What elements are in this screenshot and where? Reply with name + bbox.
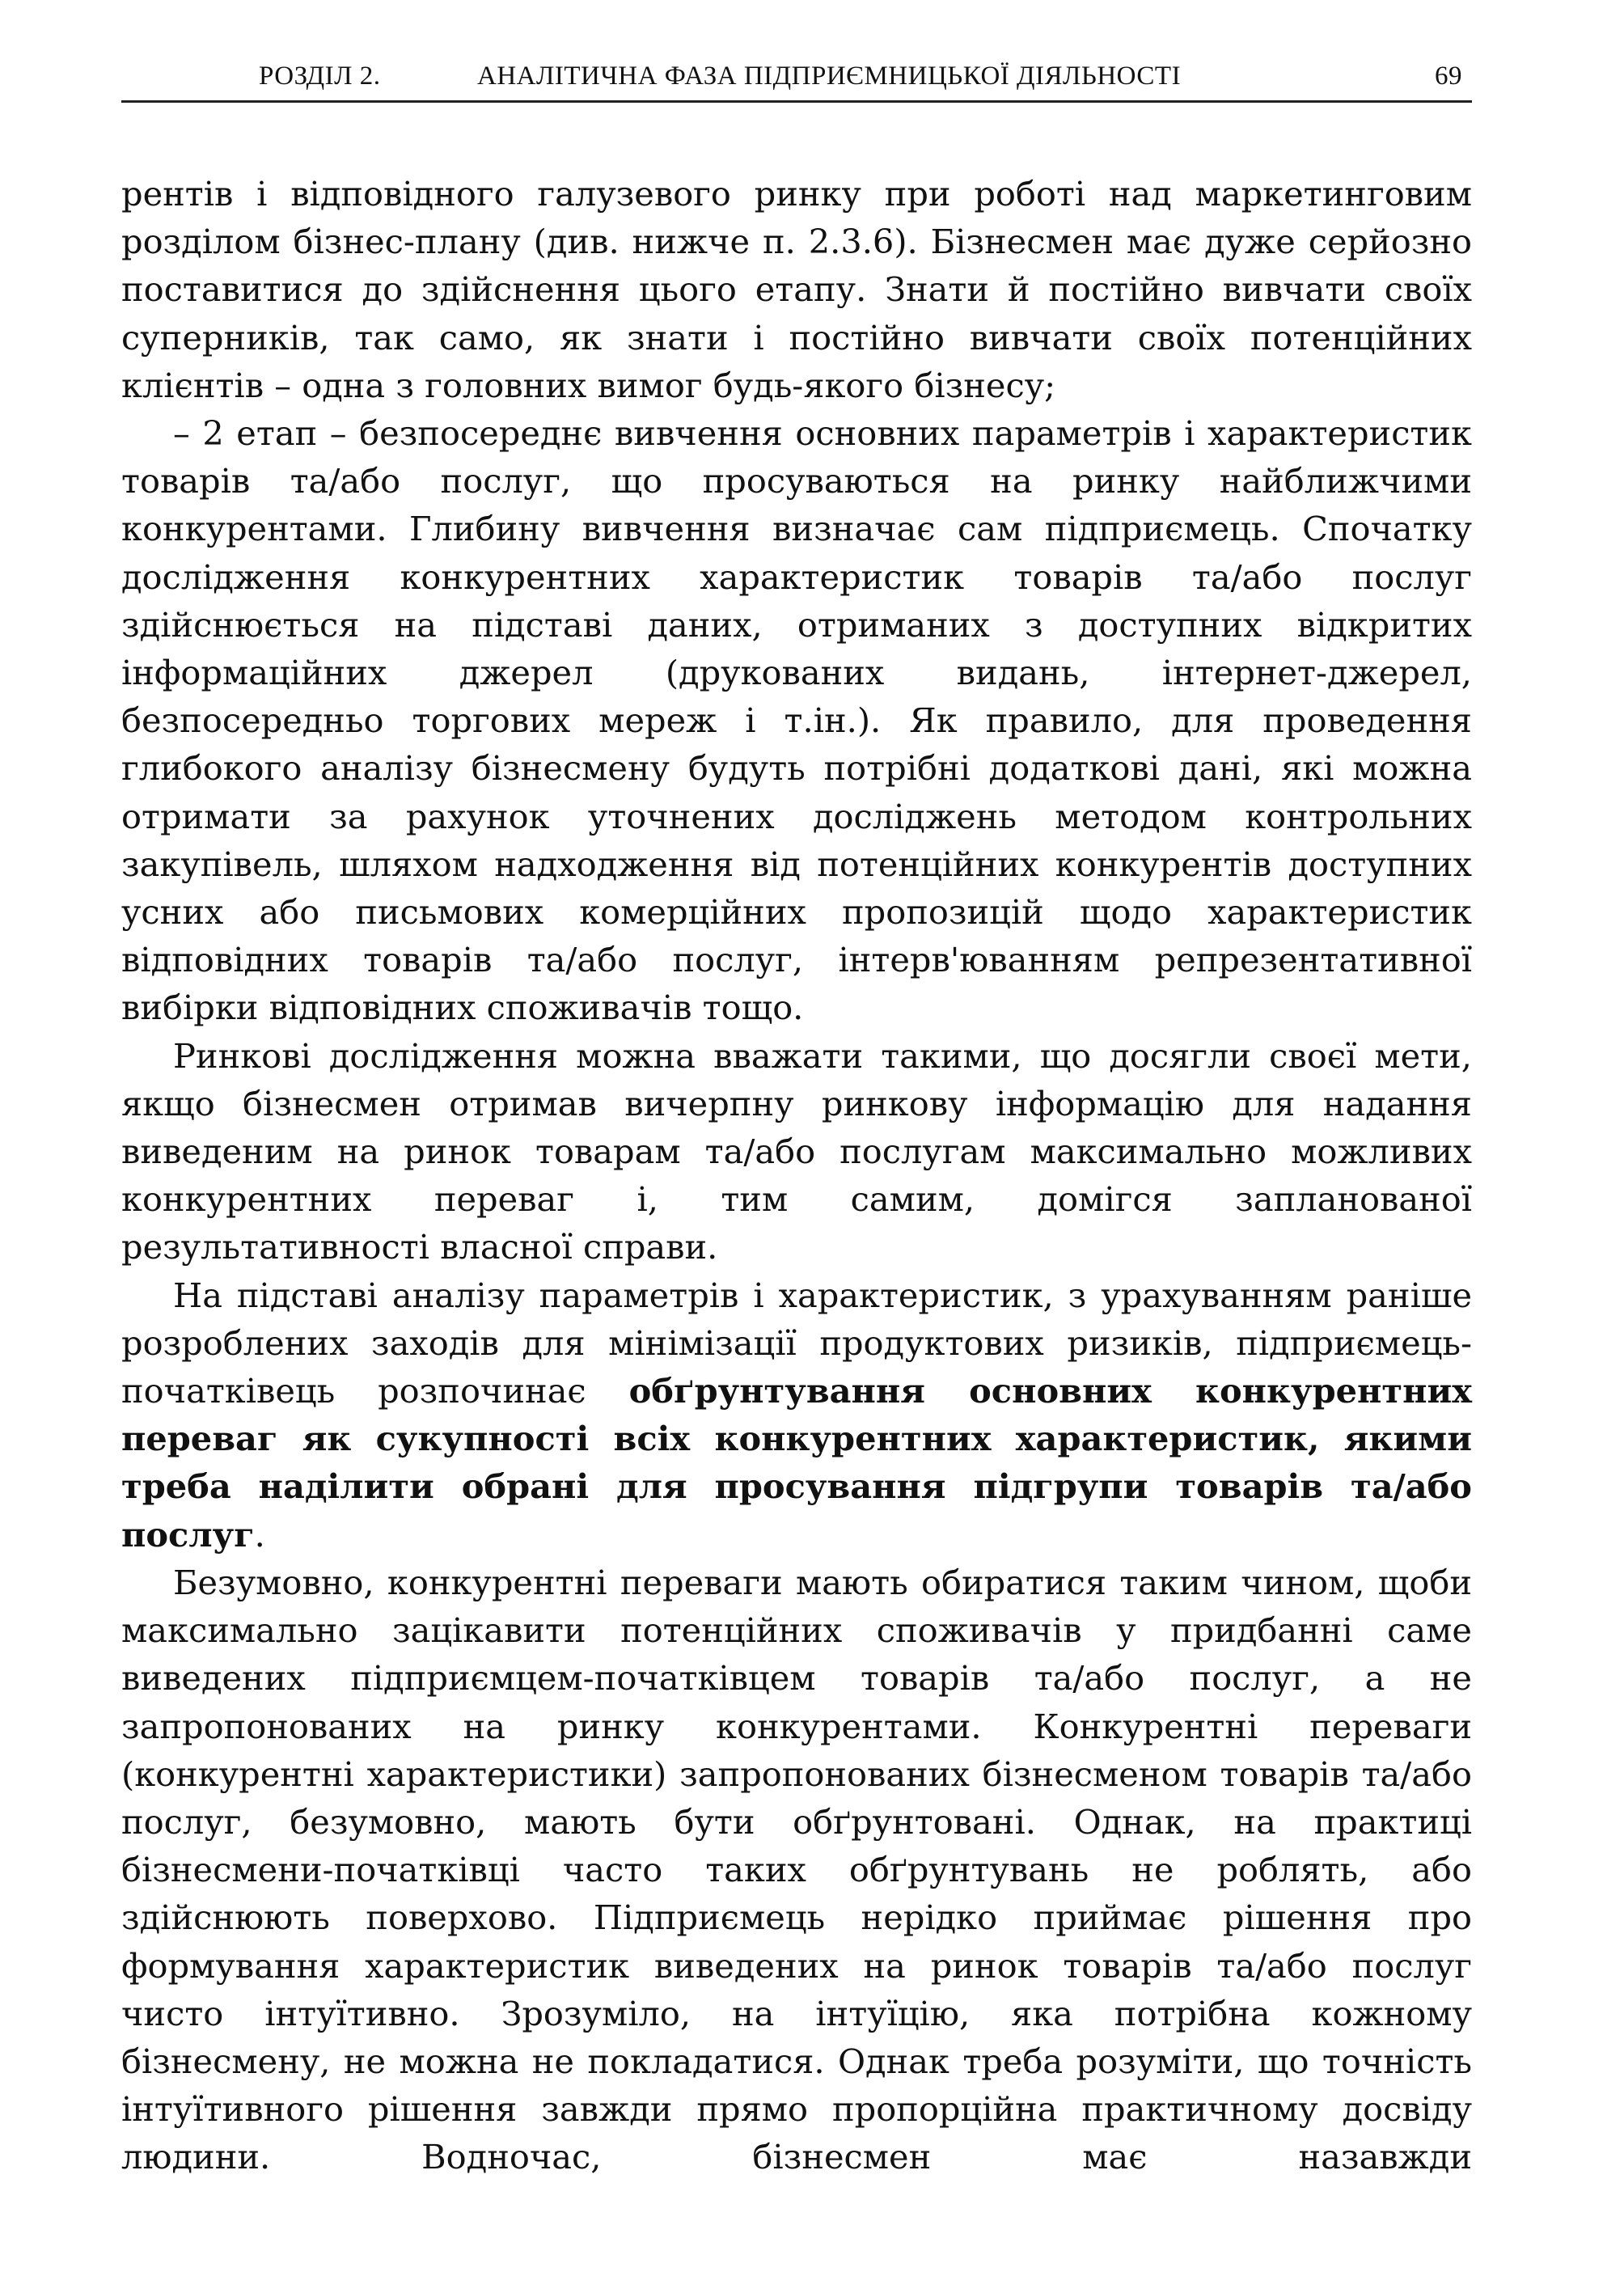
paragraph-text-end: . xyxy=(254,1514,265,1555)
chapter-title: АНАЛІТИЧНА ФАЗА ПІДПРИЄМНИЦЬКОЇ ДІЯЛЬНОСТІ xyxy=(477,61,1182,91)
running-header xyxy=(121,61,1472,103)
paragraph-market-research: Ринкові дослідження можна вважати такими, що досягли своєї мети, якщо бізнесмен отримав вичерпну ринкову інформацію для надання виведеним на ринок товарам та/або послугам максимально можливих конкурентних переваг і, тим самим, домігся запланованої результативності власної справи. xyxy=(121,1035,1472,1267)
page-number: 69 xyxy=(1435,61,1462,91)
paragraph-text: На підставі аналізу параметрів і характеристик, з урахуванням раніше розроблених заходів для мінімізації продуктових ризиків, підприємець-початківець розпочинає xyxy=(121,1275,1472,1411)
paragraph-stage-2: – 2 етап – безпосереднє вивчення основних параметрів і характеристик товарів та/або послуг, що просуваються на ринку найближчими конкурентами. Глибину вивчення визначає сам підприємець. Спочатку дослідження конкурентних характеристик товарів та/або послуг здійснюється на підставі даних, отриманих з доступних відкритих інформаційних джерел (друкованих видань, інтернет-джерел, безпосередньо торгових мереж і т.ін.). Як правило, для проведення глибокого аналізу бізнесмену будуть потрібні додаткові дані, які можна отримати за рахунок уточнених досліджень методом контрольних закупівель, шляхом надходження від потенційних конкурентів доступних усних або письмових комерційних пропозицій щодо характеристик відповідних товарів та/або послуг, інтерв'юванням репрезентативної вибірки відповідних споживачів тощо. xyxy=(121,413,1472,1028)
paragraph-justification: Безумовно, конкурентні переваги мають обиратися таким чином, щоби максимально зацікавити потенційних споживачів у придбанні саме виведених підприємцем-початківцем товарів та/або послуг, а не запропонованих на ринку конкурентами. Конкурентні переваги (конкурентні характеристики) запропонованих бізнесменом товарів та/або послуг, безумовно, мають бути обґрунтовані. Однак, на практиці бізнесмени-початківці часто таких обґрунтувань не роблять, або здійснюють поверхово. Підприємець нерідко приймає рішення про формування характеристик виведених на ринок товарів та/або послуг чисто інтуїтивно. Зрозуміло, на інтуїцію, яка потрібна кожному бізнесмену, не можна не покладатися. Однак треба розуміти, що точність інтуїтивного рішення завжди прямо пропорційна практичному досвіду людини. Водночас, бізнесмен має назавжди xyxy=(121,1562,1472,2177)
chapter-label: РОЗДІЛ 2. xyxy=(259,61,381,91)
bold-emphasis: обґрунтування основних конкурентних переваг як сукупності всіх конкурентних характеристик, якими треба наділити обрані для просування підгрупи товарів та/або послуг xyxy=(121,1371,1472,1555)
paragraph-competitive-advantages xyxy=(121,1271,1472,1559)
paragraph-continued: рентів і відповідного галузевого ринку при роботі над маркетинговим розділом бізнес-плану (див. нижче п. 2.3.6). Бізнесмен має дуже серйозно поставитися до здійснення цього етапу. Знати й постійно вивчати своїх суперників, так само, як знати і постійно вивчати своїх потенційних клієнтів – одна з головних вимог будь-якого бізнесу; xyxy=(121,174,1472,405)
body-text xyxy=(121,170,1472,2181)
